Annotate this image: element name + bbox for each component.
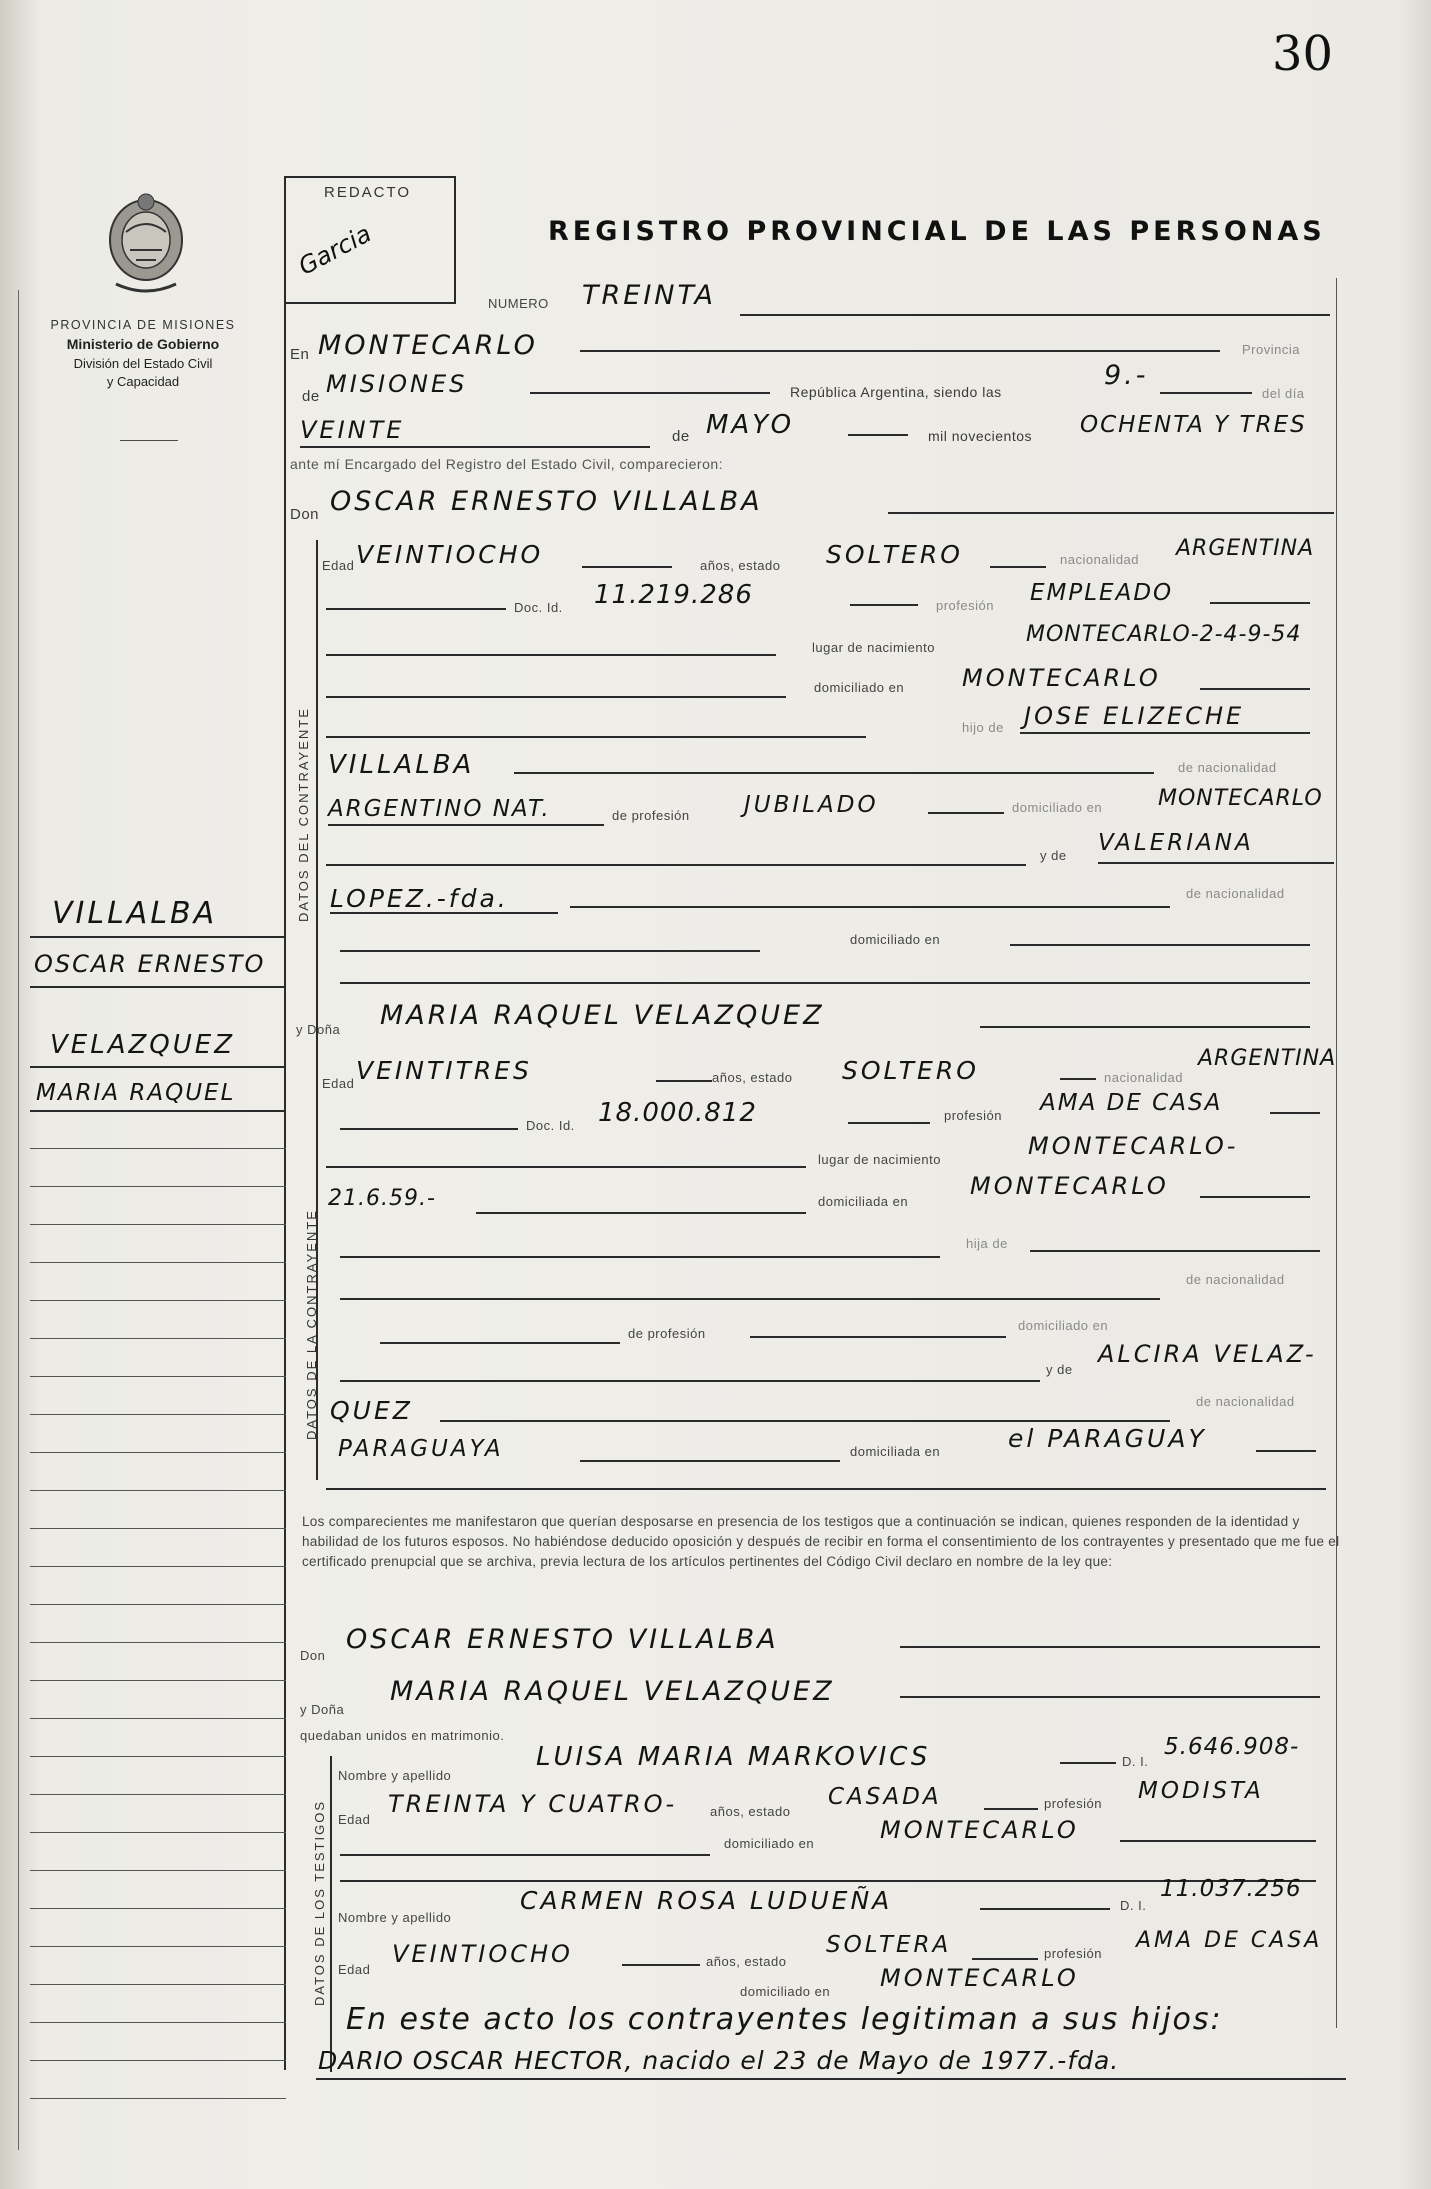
label-domiciliada: domiciliada en xyxy=(850,1444,941,1459)
line xyxy=(340,1256,940,1258)
label-dona-2: y Doña xyxy=(300,1702,345,1717)
line xyxy=(440,1420,1170,1422)
line xyxy=(326,608,506,610)
line xyxy=(1160,392,1252,394)
witness2-age: VEINTIOCHO xyxy=(392,1940,573,1968)
act-hour: 9.- xyxy=(1104,360,1149,391)
margin-name-2: OSCAR ERNESTO xyxy=(34,950,266,978)
groom-name: OSCAR ERNESTO VILLALBA xyxy=(330,486,763,517)
label-anos-estado-3: años, estado xyxy=(710,1804,791,1819)
line xyxy=(850,604,918,606)
page-number: 30 xyxy=(1272,26,1334,82)
line xyxy=(326,864,1026,866)
act-place: MONTECARLO xyxy=(318,330,538,361)
line xyxy=(582,566,672,568)
witness1-di: 5.646.908- xyxy=(1164,1734,1300,1760)
legitimation-line-2: DARIO OSCAR HECTOR, nacido el 23 de Mayo de 1977.-fda. xyxy=(318,2046,1120,2075)
label-edad-2: Edad xyxy=(322,1076,355,1091)
line xyxy=(300,446,650,448)
label-numero: NUMERO xyxy=(488,296,549,311)
label-edad: Edad xyxy=(322,558,355,573)
bride-mother-residence: el PARAGUAY xyxy=(1008,1424,1207,1453)
groom-nationality: ARGENTINA xyxy=(1176,536,1315,561)
line xyxy=(980,1026,1310,1028)
act-day: VEINTE xyxy=(300,416,405,444)
form-left-border xyxy=(284,300,286,2070)
label-de: de xyxy=(302,388,320,405)
line xyxy=(30,1414,286,1415)
label-quedaban: quedaban unidos en matrimonio. xyxy=(300,1728,505,1743)
groom-father-nationality: ARGENTINO NAT. xyxy=(328,796,551,822)
groom-father-residence: MONTECARLO xyxy=(1158,786,1323,811)
label-profesion-4: profesión xyxy=(1044,1946,1102,1961)
bride-nationality: ARGENTINA xyxy=(1198,1046,1337,1071)
line xyxy=(30,1376,286,1377)
witness2-residence: MONTECARLO xyxy=(880,1964,1079,1992)
margin-name-1: VILLALBA xyxy=(52,896,218,931)
bride-mother-name: ALCIRA VELAZ- xyxy=(1098,1340,1317,1368)
label-de-2: de xyxy=(672,428,690,445)
label-de-nacionalidad-2: de nacionalidad xyxy=(1186,886,1285,901)
line xyxy=(30,986,286,988)
line xyxy=(30,1794,286,1795)
line xyxy=(622,1964,700,1966)
issuer-division-2: y Capacidad xyxy=(106,374,180,389)
line xyxy=(580,350,1220,352)
line xyxy=(326,736,866,738)
legitimation-line-1: En este acto los contrayentes legitiman a sus hijos: xyxy=(346,2002,1223,2037)
witness1-profession: MODISTA xyxy=(1138,1778,1264,1804)
bride-mother-nationality: PARAGUAYA xyxy=(338,1436,504,1462)
witness1-residence: MONTECARLO xyxy=(880,1816,1079,1844)
groom-mother-name: VALERIANA xyxy=(1098,830,1254,856)
label-lugar-nacimiento-2: lugar de nacimiento xyxy=(818,1152,941,1167)
line xyxy=(330,912,558,914)
groom-mother-surname: LOPEZ.-fda. xyxy=(330,884,509,913)
label-mil-novecientos: mil novecientos xyxy=(928,428,1032,444)
bride-birthplace: MONTECARLO- xyxy=(1028,1132,1239,1160)
line xyxy=(30,1870,286,1871)
line xyxy=(30,1756,286,1757)
line xyxy=(980,1908,1110,1910)
redacto-stamp xyxy=(284,176,456,304)
line xyxy=(1030,1250,1320,1252)
line xyxy=(326,696,786,698)
label-provincia: Provincia xyxy=(1242,342,1300,357)
line xyxy=(30,1566,286,1567)
line xyxy=(476,1212,806,1214)
label-nombre-apellido: Nombre y apellido xyxy=(338,1768,452,1783)
witness1-name: LUISA MARIA MARKOVICS xyxy=(536,1742,931,1772)
declaration-bride: MARIA RAQUEL VELAZQUEZ xyxy=(390,1676,835,1707)
line xyxy=(326,654,776,656)
issuer-underline xyxy=(120,440,178,441)
label-domiciliado-en-2: domiciliado en xyxy=(850,932,941,947)
label-edad-3: Edad xyxy=(338,1812,371,1827)
label-di-2: D. I. xyxy=(1120,1898,1147,1913)
line xyxy=(30,1490,286,1491)
line xyxy=(1060,1762,1116,1764)
act-year: OCHENTA Y TRES xyxy=(1080,412,1307,438)
line xyxy=(30,1066,286,1068)
line xyxy=(30,1224,286,1225)
label-y-dona: y Doña xyxy=(296,1022,341,1037)
bride-name: MARIA RAQUEL VELAZQUEZ xyxy=(380,1000,825,1031)
margin-name-3: VELAZQUEZ xyxy=(50,1030,236,1060)
line xyxy=(740,314,1330,316)
line xyxy=(514,772,1154,774)
line xyxy=(30,1300,286,1301)
line xyxy=(1210,602,1310,604)
line xyxy=(1098,862,1334,864)
line xyxy=(326,1488,1326,1490)
line xyxy=(848,1122,930,1124)
line xyxy=(580,1460,840,1462)
label-domiciliado-en: domiciliado en xyxy=(814,680,905,695)
bride-birthdate: 21.6.59.- xyxy=(328,1186,436,1211)
groom-age: VEINTIOCHO xyxy=(356,540,544,569)
label-republica: República Argentina, siendo las xyxy=(790,384,1002,400)
issuer-province: PROVINCIA DE MISIONES xyxy=(50,318,236,332)
line xyxy=(1256,1450,1316,1452)
witness1-age: TREINTA Y CUATRO- xyxy=(388,1790,678,1818)
line xyxy=(848,434,908,436)
line xyxy=(30,2098,286,2099)
label-de-nacionalidad: de nacionalidad xyxy=(1178,760,1277,775)
line xyxy=(30,1680,286,1681)
line xyxy=(340,982,1310,984)
bride-mother-surname: QUEZ xyxy=(330,1396,413,1425)
label-ante: ante mí Encargado del Registro del Estado Civil, comparecieron: xyxy=(290,456,724,472)
line xyxy=(900,1646,1320,1648)
bride-profession: AMA DE CASA xyxy=(1040,1090,1223,1116)
line xyxy=(30,1528,286,1529)
line xyxy=(570,906,1170,908)
line xyxy=(30,1186,286,1187)
label-nombre-apellido-2: Nombre y apellido xyxy=(338,1910,452,1925)
section-label-bride: DATOS DE LA CONTRAYENTE xyxy=(304,1209,319,1440)
line xyxy=(340,1854,710,1856)
coat-of-arms-icon xyxy=(96,188,196,300)
witness2-di: 11.037.256 xyxy=(1160,1876,1302,1902)
line xyxy=(990,566,1046,568)
line xyxy=(30,1262,286,1263)
line xyxy=(326,1166,806,1168)
label-hija-de: hija de xyxy=(966,1236,1008,1251)
issuer-ministry: Ministerio de Gobierno xyxy=(66,336,220,352)
label-doc-2: Doc. Id. xyxy=(526,1118,575,1133)
line xyxy=(30,1452,286,1453)
label-de-nacionalidad-3: de nacionalidad xyxy=(1186,1272,1285,1287)
label-don-2: Don xyxy=(300,1648,326,1663)
act-province: MISIONES xyxy=(326,370,468,398)
line xyxy=(1010,944,1310,946)
line xyxy=(30,1832,286,1833)
label-de-profesion: de profesión xyxy=(612,808,690,823)
line xyxy=(380,1342,620,1344)
header-title: REGISTRO PROVINCIAL DE LAS PERSONAS xyxy=(548,216,1326,247)
witness2-civil-status: SOLTERA xyxy=(826,1932,952,1958)
line xyxy=(30,1908,286,1909)
line xyxy=(1120,1840,1316,1842)
bride-age: VEINTITRES xyxy=(356,1056,532,1085)
line xyxy=(340,1128,518,1130)
witness1-civil-status: CASADA xyxy=(828,1784,942,1810)
stamp-label: REDACTO xyxy=(324,184,412,201)
groom-birthplace: MONTECARLO-2-4-9-54 xyxy=(1026,622,1302,647)
groom-doc: 11.219.286 xyxy=(594,580,753,610)
label-lugar-nacimiento: lugar de nacimiento xyxy=(812,640,935,655)
line xyxy=(30,1718,286,1719)
label-domiciliado-en-4: domiciliado en xyxy=(740,1984,831,1999)
line xyxy=(30,1642,286,1643)
label-y-de: y de xyxy=(1040,848,1067,863)
stamp-signature: Garcia xyxy=(293,219,376,281)
issuer-division: División del Estado Civil xyxy=(73,356,213,371)
label-profesion-2: profesión xyxy=(944,1108,1002,1123)
line xyxy=(750,1336,1006,1338)
line xyxy=(340,950,760,952)
label-domiciliado: domiciliado en xyxy=(1012,800,1103,815)
label-profesion-3: profesión xyxy=(1044,1796,1102,1811)
label-y-de-2: y de xyxy=(1046,1362,1073,1377)
section-label-groom: DATOS DEL CONTRAYENTE xyxy=(296,707,311,922)
label-domiciliado-3: domiciliado en xyxy=(1018,1318,1109,1333)
label-anos-estado-2: años, estado xyxy=(712,1070,793,1085)
left-margin-rule xyxy=(18,290,19,2150)
form-right-border xyxy=(1336,278,1337,2028)
label-hijo-de: hijo de xyxy=(962,720,1004,735)
label-en: En xyxy=(290,346,310,363)
line xyxy=(656,1080,712,1082)
line xyxy=(1200,688,1310,690)
label-de-nacionalidad-4: de nacionalidad xyxy=(1196,1394,1295,1409)
witness-inner-border xyxy=(330,1756,332,2072)
section-label-witnesses: DATOS DE LOS TESTIGOS xyxy=(312,1800,327,2006)
bride-residence: MONTECARLO xyxy=(970,1172,1169,1200)
groom-father-profession: JUBILADO xyxy=(744,792,879,818)
line xyxy=(984,1808,1038,1810)
line xyxy=(30,2060,286,2061)
line xyxy=(530,392,770,394)
line xyxy=(1020,732,1310,734)
groom-civil-status: SOLTERO xyxy=(826,540,963,569)
witness2-profession: AMA DE CASA xyxy=(1136,1928,1323,1953)
groom-residence: MONTECARLO xyxy=(962,664,1161,692)
label-domiciliada-en: domiciliada en xyxy=(818,1194,909,1209)
label-nacionalidad: nacionalidad xyxy=(1060,552,1140,567)
line xyxy=(316,2078,1346,2080)
witness2-name: CARMEN ROSA LUDUEÑA xyxy=(520,1886,893,1915)
line xyxy=(1270,1112,1320,1114)
line xyxy=(30,936,286,938)
line xyxy=(340,1298,1160,1300)
line xyxy=(30,1984,286,1985)
act-number: TREINTA xyxy=(582,280,716,311)
bride-doc: 18.000.812 xyxy=(598,1098,757,1128)
label-nacionalidad-2: nacionalidad xyxy=(1104,1070,1184,1085)
label-de-profesion-2: de profesión xyxy=(628,1326,706,1341)
line xyxy=(30,1110,286,1112)
label-don: Don xyxy=(290,506,320,523)
line xyxy=(972,1958,1038,1960)
line xyxy=(888,512,1334,514)
line xyxy=(30,1338,286,1339)
label-profesion: profesión xyxy=(936,598,994,613)
bride-civil-status: SOLTERO xyxy=(842,1056,979,1085)
line xyxy=(30,1946,286,1947)
label-anos-estado: años, estado xyxy=(700,558,781,573)
line xyxy=(1060,1078,1096,1080)
label-edad-4: Edad xyxy=(338,1962,371,1977)
label-di: D. I. xyxy=(1122,1754,1149,1769)
label-anos-estado-4: años, estado xyxy=(706,1954,787,1969)
line xyxy=(340,1380,1040,1382)
line xyxy=(30,1604,286,1605)
groom-father-name: JOSE ELIZECHE xyxy=(1024,702,1245,730)
line xyxy=(30,1148,286,1149)
line xyxy=(928,812,1004,814)
label-domiciliado-en-3: domiciliado en xyxy=(724,1836,815,1851)
declaration-groom: OSCAR ERNESTO VILLALBA xyxy=(346,1624,779,1655)
line xyxy=(900,1696,1320,1698)
line xyxy=(30,2022,286,2023)
line xyxy=(328,824,604,826)
label-doc: Doc. Id. xyxy=(514,600,563,615)
groom-profession: EMPLEADO xyxy=(1030,580,1174,606)
act-month: MAYO xyxy=(706,410,795,440)
legal-notice: Los comparecientes me manifestaron que querían desposarse en presencia de los testigos que a continuación se indican, quienes responden de la identidad y habilidad de los futuros esposos. No habiéndose deducido oposición y después de recibir en forma el consentimiento de los contrayentes y presentado que me fue el certificado prenupcial que se archiva, previa lectura de los artículos pertinentes del Código Civil declaro en nombre de la ley que: xyxy=(302,1514,1340,1569)
margin-name-4: MARIA RAQUEL xyxy=(36,1080,236,1106)
groom-father-surname: VILLALBA xyxy=(328,750,475,780)
label-del-dia: del día xyxy=(1262,386,1305,401)
line xyxy=(1200,1196,1310,1198)
